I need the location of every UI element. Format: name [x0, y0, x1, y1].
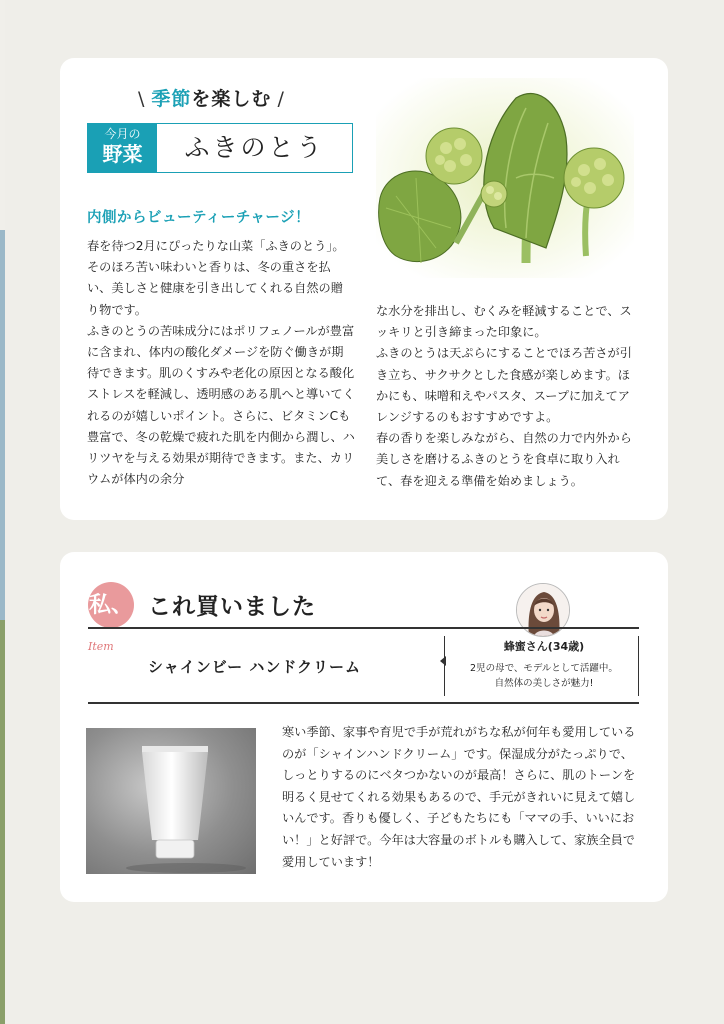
divider-pointer	[440, 656, 446, 666]
fukinotou-illustration	[376, 78, 634, 278]
item-label: Item	[88, 640, 114, 653]
seasonal-vegetable-card	[60, 58, 668, 520]
divider-left	[444, 636, 445, 696]
divider-right	[638, 636, 639, 696]
bought-this-card	[60, 552, 668, 902]
review-body: 寒い季節、家事や育児で手が荒れがちな私が何年も愛用しているのが「シャインハンドクリーム」です。保湿成分がたっぷりで、しっとりするのにベタつかないのが最高！さらに、肌のトーンを明るく見せてくれる効果もあるので、手元がきれいに見えて嬉しいんです。香りも優しく、子どもたちにも「ママの手、いいにおい！」と好評で。今年は大容量のボトルも購入して、家族全員で愛用しています！	[282, 725, 636, 869]
avatar	[516, 583, 570, 637]
heading-slash-right: /	[277, 88, 285, 110]
vegetable-tag	[88, 124, 157, 172]
vegetable-tag-small: 今月の	[104, 127, 141, 141]
rule-bottom	[88, 702, 639, 704]
season-heading-accent: 季節	[151, 88, 192, 110]
page-edge	[0, 0, 5, 1024]
person-description: 2児の母で、モデルとして活躍中。 自然体の美しさが魅力!	[470, 663, 618, 689]
item-name: シャインビー ハンドクリーム	[148, 658, 362, 676]
bought-title: これ買いました	[148, 593, 316, 620]
season-heading-rest: を楽しむ	[191, 88, 272, 110]
person-name: 蜂蜜さん(34歳)	[503, 640, 585, 653]
woman-portrait-icon	[517, 584, 570, 637]
vegetable-tag-big: 野菜	[102, 142, 143, 166]
vegetable-title-box	[87, 123, 353, 173]
article-column-2: な水分を排出し、むくみを軽減することで、スッキリと引き締まった印象に。 ふきのとうは天ぷらにすることでほろ苦さが引き立ち、サクサクとした食感が楽しめます。ほかにも、味噌和えやパスタ、スープに加えてアレンジするのもおすすめですよ。 春の香りを楽しみながら、自然の力で内外から美しさを磨けるふきのとうを食卓に取り入れて、春を迎える準備を始めましょう。	[376, 304, 632, 488]
tube-image	[86, 728, 256, 874]
article-headline: 内側からビューティーチャージ！	[87, 210, 311, 226]
heading-slash-left: \	[138, 88, 146, 110]
season-heading	[132, 84, 291, 111]
watashi-badge: 私、	[88, 582, 134, 628]
article-column-1: 春を待つ2月にぴったりな山菜「ふきのとう」。そのほろ苦い味わいと香りは、冬の重さを払い、美しさと健康を引き出してくれる自然の贈り物です。 ふきのとうの苦味成分にはポリフェノールが豊富に含まれ、体内の酸化ダメージを防ぐ働きが期待できます。肌のくすみや老化の原因となる酸化ストレスを軽減し、透明感のある肌へと導いてくれるのが嬉しいポイント。さらに、ビタミンCも豊富で、冬の乾燥で疲れた肌を内側から潤し、ハリツヤを与える効果が期待できます。また、カリウムが体内の余分	[87, 239, 355, 487]
hand-cream-photo	[86, 728, 256, 874]
rule-top	[88, 627, 639, 629]
vegetable-name: ふきのとう	[184, 133, 325, 162]
